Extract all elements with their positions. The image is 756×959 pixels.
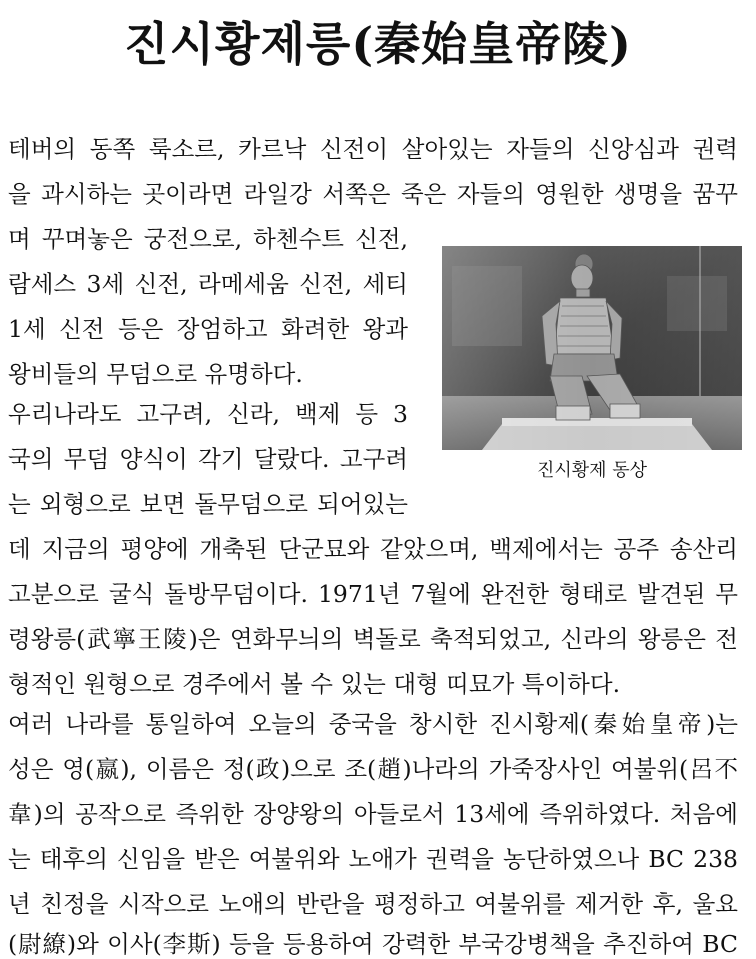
text-line: 우리나라도 고구려, 신라, 백제 등 3	[8, 400, 408, 428]
text-line: 년 친정을 시작으로 노애의 반란을 평정하고 여불위를 제거한 후, 울요	[8, 890, 738, 918]
text-line: 데 지금의 평양에 개축된 단군묘와 같았으며, 백제에서는 공주 송산리	[8, 535, 738, 563]
text-line: 여러 나라를 통일하여 오늘의 중국을 창시한 진시황제(秦始皇帝)는	[8, 710, 738, 738]
photo-illustration	[442, 246, 742, 450]
text-line: 왕비들의 무덤으로 유명하다.	[8, 360, 303, 388]
text-line: 韋)의 공작으로 즉위한 장양왕의 아들로서 13세에 즉위하였다. 처음에	[8, 800, 738, 828]
text-line: 령왕릉(武寧王陵)은 연화무늬의 벽돌로 축적되었고, 신라의 왕릉은 전	[8, 625, 738, 653]
text-line: (尉繚)와 이사(李斯) 등을 등용하여 강력한 부국강병책을 추진하여 BC	[8, 930, 738, 958]
text-line: 고분으로 굴식 돌방무덤이다. 1971년 7월에 완전한 형태로 발견된 무	[8, 580, 738, 608]
text-line: 는 외형으로 보면 돌무덤으로 되어있는	[8, 490, 408, 518]
page-title: 진시황제릉(秦始皇帝陵)	[124, 17, 632, 71]
text-line: 며 꾸며놓은 궁전으로, 하첸수트 신전,	[8, 225, 408, 253]
text-line: 성은 영(嬴), 이름은 정(政)으로 조(趙)나라의 가죽장사인 여불위(呂不	[8, 755, 738, 783]
text-line: 는 태후의 신임을 받은 여불위와 노애가 권력을 농단하였으나 BC 238	[8, 845, 738, 873]
text-line: 람세스 3세 신전, 라메세움 신전, 세티	[8, 270, 408, 298]
text-line: 국의 무덤 양식이 각기 달랐다. 고구려	[8, 445, 408, 473]
terracotta-warrior-photo	[442, 246, 742, 450]
text-line: 형적인 원형으로 경주에서 볼 수 있는 대형 띠묘가 특이하다.	[8, 670, 621, 698]
text-line: 을 과시하는 곳이라면 라일강 서쪽은 죽은 자들의 영원한 생명을 꿈꾸	[8, 180, 738, 208]
text-line: 1세 신전 등은 장엄하고 화려한 왕과	[8, 315, 408, 343]
figure-caption: 진시황제 동상	[536, 460, 648, 481]
text-line: 테버의 동쪽 룩소르, 카르낙 신전이 살아있는 자들의 신앙심과 권력	[8, 135, 738, 163]
